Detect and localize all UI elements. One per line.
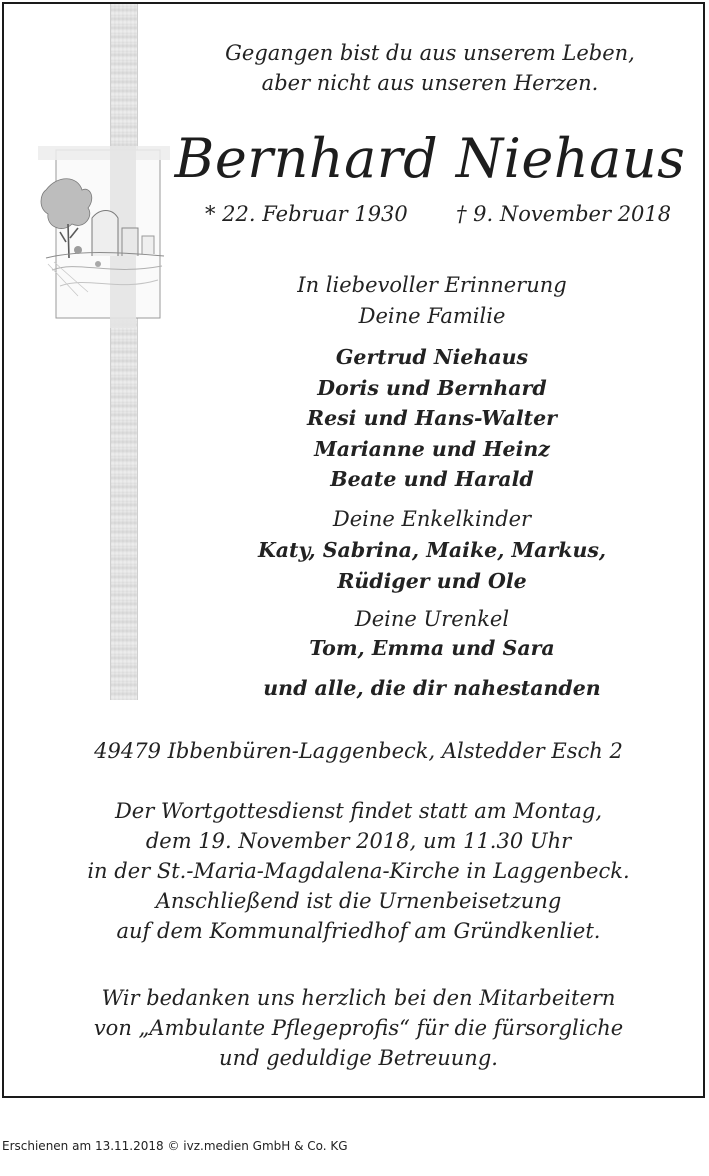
service-line: dem 19. November 2018, um 11.30 Uhr — [145, 829, 572, 853]
service-info — [4, 796, 709, 946]
obituary-card — [2, 2, 705, 1098]
thanks-line: und geduldige Betreuung. — [219, 1046, 498, 1070]
great-grandchildren-names: Tom, Emma und Sara — [309, 636, 555, 660]
family-name: Gertrud Niehaus — [335, 345, 529, 369]
grandchildren-line: Rüdiger und Ole — [337, 569, 527, 593]
address: 49479 Ibbenbüren-Laggenbeck, Alstedder Esch 2 — [94, 739, 623, 763]
death-date: † 9. November 2018 — [456, 202, 672, 226]
family-intro — [204, 270, 660, 332]
thanks-note — [4, 983, 709, 1073]
motto-line: aber nicht aus unseren Herzen. — [261, 71, 599, 95]
family-name: Marianne und Heinz — [314, 436, 550, 461]
grandchildren-line: Katy, Sabrina, Maike, Markus, — [257, 538, 607, 562]
service-line: Anschließend ist die Urnenbeisetzung — [155, 889, 562, 913]
birth-date: * 22. Februar 1930 — [205, 202, 408, 226]
others-line: und alle, die dir nahestanden — [263, 676, 601, 700]
cross-beam-vertical — [110, 4, 138, 700]
family-name: Beate und Harald — [330, 467, 534, 491]
service-line: auf dem Kommunalfriedhof am Gründkenliet. — [116, 919, 601, 943]
family-names — [204, 342, 660, 495]
family-name: Doris und Bernhard — [317, 375, 547, 400]
service-line: Der Wortgottesdienst findet statt am Montag, — [114, 799, 603, 823]
grandchildren-label: Deine Enkelkinder — [332, 507, 532, 531]
family-name: Resi und Hans-Walter — [307, 406, 557, 430]
thanks-line: Wir bedanken uns herzlich bei den Mitarbeitern — [101, 986, 616, 1010]
family-intro-line: In liebevoller Erinnerung — [297, 273, 567, 297]
family-intro-line: Deine Familie — [358, 304, 506, 328]
great-grandchildren-label: Deine Urenkel — [354, 607, 510, 631]
motto — [160, 38, 700, 98]
motto-line: Gegangen bist du aus unserem Leben, — [225, 41, 635, 65]
thanks-line: von „Ambulante Pflegeprofis“ für die fürsorgliche — [93, 1016, 624, 1040]
publication-footer: Erschienen am 13.11.2018 © ivz.medien GmbH & Co. KG — [2, 1139, 348, 1153]
cross-landscape-illustration-icon — [38, 146, 170, 328]
deceased-name: Bernhard Niehaus — [174, 127, 686, 190]
grandchildren-names — [204, 535, 660, 597]
service-line: in der St.-Maria-Magdalena-Kirche in Laggenbeck. — [87, 859, 630, 883]
